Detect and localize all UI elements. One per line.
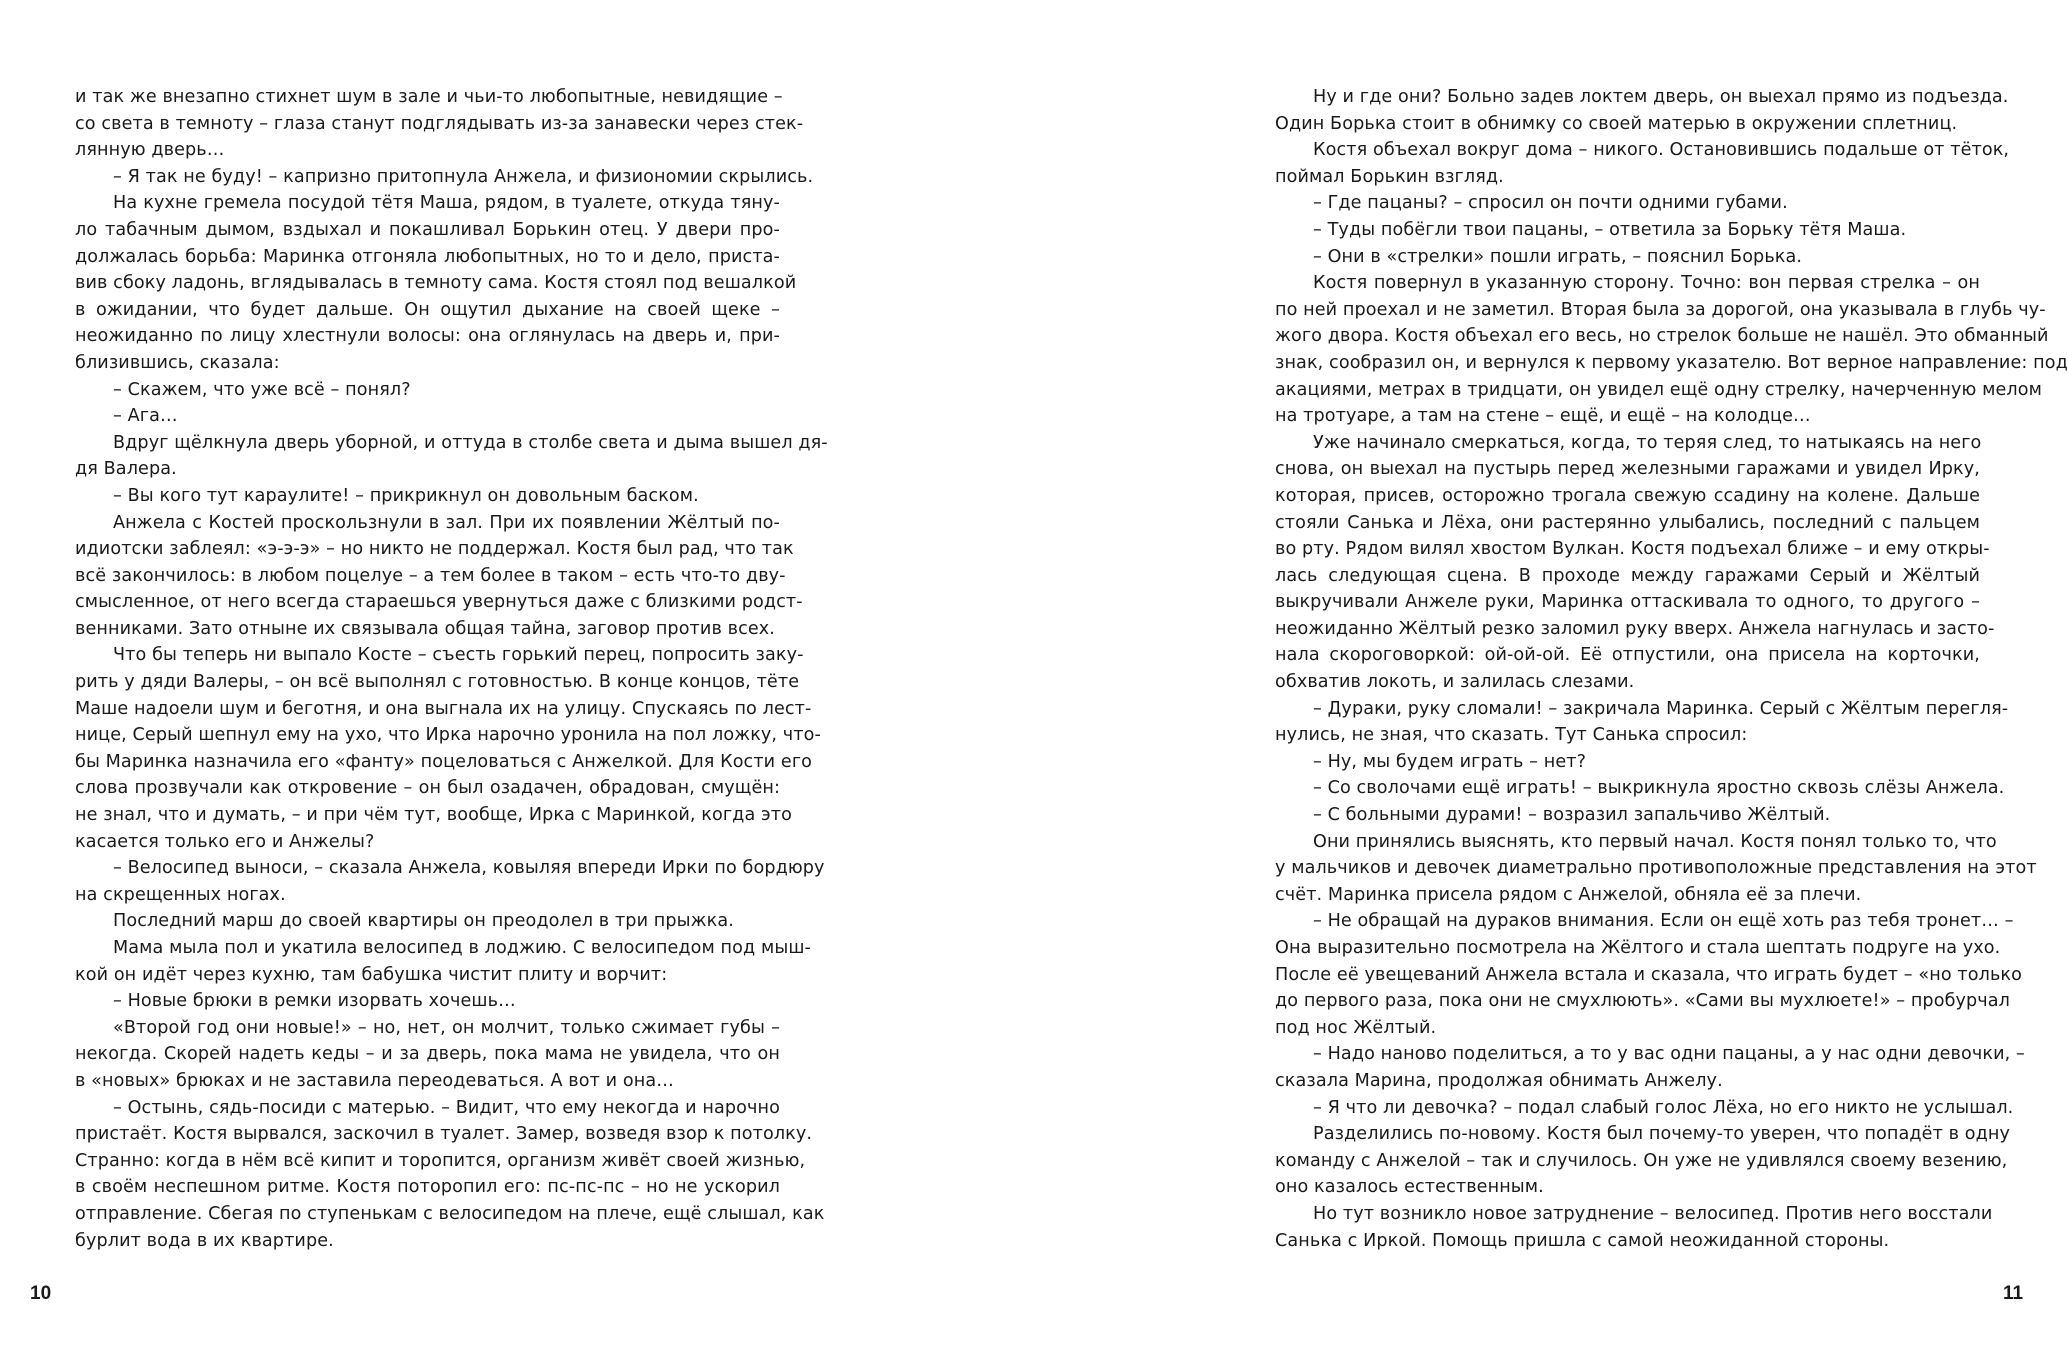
text-line: Она выразительно посмотрела на Жёлтого и стала шептать подруге на ухо. [1275, 938, 2001, 958]
text-line: Они принялись выяснять, кто первый начал. Костя понял только то, что [1313, 831, 1997, 852]
text-line: – Велосипед выноси, – сказала Анжела, ковыляя впереди Ирки по бордюру [113, 858, 825, 879]
text-line: Маше надоели шум и беготня, и она выгнала их на улицу. Спускаясь по лест- [75, 698, 812, 719]
text-line: – Со сволочами ещё играть! – выкрикнула яростно сквозь слёзы Анжела. [1313, 778, 2005, 799]
text-line: бы Маринка назначила его «фанту» поцеловаться с Анжелкой. Для Кости его [75, 751, 813, 772]
text-line: до первого раза, пока они не смухлюють». «Сами вы мухлюете!» – пробурчал [1275, 991, 2011, 1012]
text-line: не знал, что и думать, – и при чём тут, вообще, Ирка с Маринкой, когда это [75, 805, 792, 826]
text-line: на скрещенных ногах. [75, 884, 286, 905]
text-line: на тротуаре, а там на стене – ещё, и ещё – на колодце… [1275, 406, 1811, 427]
text-line: лянную дверь… [75, 140, 225, 161]
right-page-text [1275, 84, 2068, 1254]
text-line: Ну и где они? Больно задев локтем дверь, он выехал прямо из подъезда. [1313, 87, 2009, 107]
text-line: неожиданно по лицу хлестнули волосы: она оглянулась на дверь и, при- [75, 326, 780, 347]
text-line: Но тут возникло новое затруднение – велосипед. Против него восстали [1313, 1203, 1993, 1224]
text-line: Мама мыла пол и укатила велосипед в лоджию. С велосипедом под мыш- [113, 938, 811, 958]
text-line: касается только его и Анжелы? [75, 831, 375, 852]
text-line: знак, сообразил он, и вернулся к первому указателю. Вот верное направление: под [1275, 352, 2068, 373]
text-line: под нос Жёлтый. [1275, 1017, 1437, 1038]
text-line: со света в темноту – глаза станут подглядывать из-за занавески через стек- [75, 113, 804, 134]
text-line: в «новых» брюках и не заставила переодеваться. А вот и она… [75, 1070, 674, 1091]
text-line: Костя объехал вокруг дома – никого. Остановившись подальше от тёток, [1313, 140, 2010, 161]
left-page-number: 10 [30, 1283, 52, 1304]
text-line: смысленное, от него всегда стараешься увернуться даже с близкими родст- [75, 592, 803, 613]
text-line: Костя повернул в указанную сторону. Точно: вон первая стрелка – он [1313, 273, 1980, 294]
text-line: Уже начинало смеркаться, когда, то теряя след, то натыкаясь на него [1313, 432, 1982, 453]
text-line: нице, Серый шепнул ему на ухо, что Ирка нарочно уронила на пол ложку, что- [75, 725, 821, 746]
text-line: акациями, метрах в тридцати, он увидел ещё одну стрелку, начерченную мелом [1275, 379, 2042, 400]
text-line: команду с Анжелой – так и случилось. Он уже не удивлялся своему везению, [1275, 1150, 2008, 1171]
text-line: – Я так не буду! – капризно притопнула Анжела, и физиономии скрылись. [113, 166, 814, 187]
text-line: – Не обращай на дураков внимания. Если он ещё хоть раз тебя тронет… – [1313, 911, 2014, 932]
text-line: в своём неспешном ритме. Костя поторопил его: пс-пс-пс – но не ускорил [75, 1177, 780, 1198]
text-line: – Вы кого тут караулите! – прикрикнул он довольным баском. [113, 485, 699, 506]
text-line: снова, он выехал на пустырь перед железными гаражами и увидел Ирку, [1275, 459, 1980, 480]
text-line: – Где пацаны? – спросил он почти одними губами. [1313, 193, 1788, 214]
text-line: и так же внезапно стихнет шум в зале и чьи-то любопытные, невидящие – [75, 87, 783, 107]
text-line: пристаёт. Костя вырвался, заскочил в туалет. Замер, возведя взор к потолку. [75, 1124, 813, 1145]
text-line: неожиданно Жёлтый резко заломил руку вверх. Анжела нагнулась и засто- [1275, 618, 1995, 639]
text-line: Последний марш до своей квартиры он преодолел в три прыжка. [113, 911, 734, 932]
text-line: поймал Борькин взгляд. [1275, 166, 1504, 187]
text-line: – Они в «стрелки» пошли играть, – пояснил Борька. [1313, 246, 1803, 267]
text-line: – Туды побёгли твои пацаны, – ответила за Борьку тётя Маша. [1313, 219, 1907, 240]
text-line: обхватив локоть, и залилась слезами. [1275, 672, 1635, 693]
text-line: некогда. Скорей надеть кеды – и за дверь, пока мама не увидела, что он [75, 1044, 780, 1065]
text-line: – Скажем, что уже всё – понял? [113, 379, 411, 400]
text-line: Вдруг щёлкнула дверь уборной, и оттуда в столбе света и дыма вышел дя- [113, 432, 828, 453]
text-line: На кухне гремела посудой тётя Маша, рядом, в туалете, откуда тяну- [113, 193, 780, 214]
text-line: кой он идёт через кухню, там бабушка чистит плиту и ворчит: [75, 964, 668, 985]
text-line: слова прозвучали как откровение – он был озадачен, обрадован, смущён: [75, 778, 780, 799]
text-line: – Ага… [113, 406, 178, 427]
text-line: в ожидании, что будет дальше. Он ощутил дыхание на своей щеке – [75, 299, 780, 320]
text-line: Один Борька стоит в обнимку со своей матерью в окружении сплетниц. [1275, 113, 1958, 134]
text-line: – С больными дурами! – возразил запальчиво Жёлтый. [1313, 805, 1831, 826]
text-line: жого двора. Костя объехал его весь, но стрелок больше не нашёл. Это обманный [1275, 326, 2049, 347]
text-line: нала скороговоркой: ой-ой-ой. Её отпустили, она присела на корточки, [1275, 645, 1980, 666]
text-line: всё закончилось: в любом поцелуе – а тем более в таком – есть что-то дву- [75, 565, 786, 586]
text-line: оно казалось естественным. [1275, 1177, 1544, 1198]
text-line: должалась борьба: Маринка отгоняла любопытных, но то и дело, приста- [75, 246, 780, 267]
text-line: – Остынь, сядь-посиди с матерью. – Видит, что ему некогда и нарочно [113, 1097, 780, 1118]
text-line: дя Валера. [75, 459, 177, 480]
text-line: выкручивали Анжеле руки, Маринка оттаскивала то одного, то другого – [1275, 592, 1980, 613]
text-line: стояли Санька и Лёха, они растерянно улыбались, последний с пальцем [1275, 512, 1980, 533]
text-line: счёт. Маринка присела рядом с Анжелой, обняла её за плечи. [1275, 884, 1862, 905]
left-page-text [75, 84, 828, 1254]
text-line: Странно: когда в нём всё кипит и торопится, организм живёт своей жизнью, [75, 1150, 806, 1171]
text-line: близившись, сказала: [75, 352, 280, 373]
text-line: у мальчиков и девочек диаметрально противоположные представления на этот [1275, 858, 2037, 879]
text-line: – Я что ли девочка? – подал слабый голос Лёха, но его никто не услышал. [1313, 1097, 2014, 1118]
text-line: Анжела с Костей проскользнули в зал. При их появлении Жёлтый по- [113, 512, 780, 533]
text-line: лась следующая сцена. В проходе между гаражами Серый и Жёлтый [1275, 565, 1980, 586]
text-line: венниками. Зато отныне их связывала общая тайна, заговор против всех. [75, 618, 775, 639]
text-line: нулись, не зная, что сказать. Тут Санька спросил: [1275, 725, 1748, 746]
right-page-number: 11 [2003, 1283, 2024, 1304]
text-line: – Ну, мы будем играть – нет? [1313, 751, 1587, 772]
text-line: отправление. Сбегая по ступенькам с велосипедом на плече, ещё слышал, как [75, 1203, 825, 1224]
text-line: «Второй год они новые!» – но, нет, он молчит, только сжимает губы – [113, 1017, 780, 1038]
text-line: – Новые брюки в ремки изорвать хочешь… [113, 991, 516, 1012]
text-line: идиотски заблеял: «э-э-э» – но никто не поддержал. Костя был рад, что так [75, 539, 794, 560]
text-line: бурлит вода в их квартире. [75, 1230, 334, 1251]
text-line: Санька с Иркой. Помощь пришла с самой неожиданной стороны. [1275, 1230, 1890, 1251]
text-line: сказала Марина, продолжая обнимать Анжелу. [1275, 1070, 1723, 1091]
text-line: – Надо наново поделиться, а то у вас одни пацаны, а у нас одни девочки, – [1313, 1044, 2025, 1065]
text-line: Разделились по-новому. Костя был почему-то уверен, что попадёт в одну [1313, 1124, 2011, 1145]
text-line: После её увещеваний Анжела встала и сказала, что играть будет – «но только [1275, 964, 2023, 985]
text-line: Что бы теперь ни выпало Косте – съесть горький перец, попросить заку- [113, 645, 804, 666]
text-line: рить у дяди Валеры, – он всё выполнял с готовностью. В конце концов, тёте [75, 672, 800, 693]
text-line: которая, присев, осторожно трогала свежую ссадину на колене. Дальше [1275, 485, 1980, 506]
text-line: по ней проехал и не заметил. Вторая была за дорогой, она указывала в глубь чу- [1275, 299, 2046, 320]
text-line: вив сбоку ладонь, вглядывалась в темноту сама. Костя стоял под вешалкой [75, 273, 797, 294]
text-line: ло табачным дымом, вздыхал и покашливал Борькин отец. У двери про- [75, 219, 780, 240]
text-line: – Дураки, руку сломали! – закричала Маринка. Серый с Жёлтым перегля- [1313, 698, 2009, 719]
text-line: во рту. Рядом вилял хвостом Вулкан. Костя подъехал ближе – и ему откры- [1275, 539, 1990, 560]
